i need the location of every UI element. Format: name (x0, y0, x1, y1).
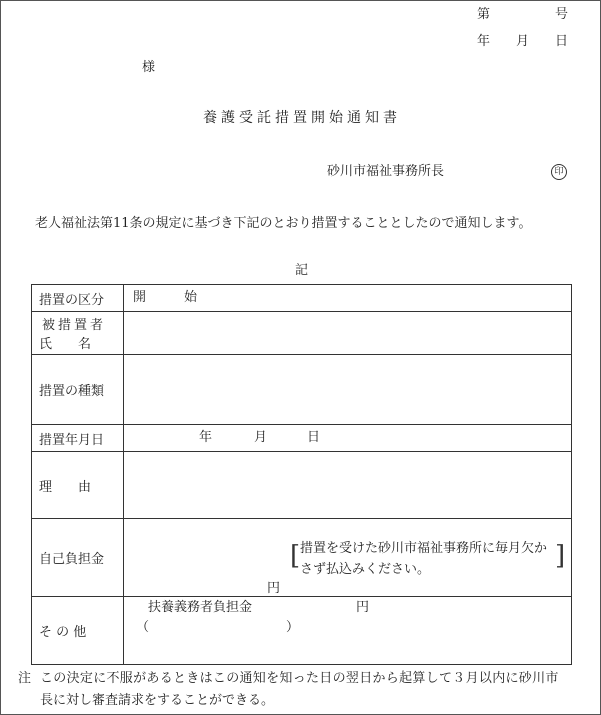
measure-table (31, 284, 572, 665)
measure-kind-label: 措置の種類 (32, 355, 124, 425)
measure-type-value-b: 始 (184, 290, 198, 305)
seal-mark: 印 (551, 164, 567, 180)
table-row (32, 519, 572, 597)
note-bracket-right: ] (555, 541, 566, 571)
payment-note-line2: さず払込みください。 (300, 562, 431, 577)
table-row (32, 425, 572, 452)
measure-date-day: 日 (307, 430, 321, 445)
ki-heading: 記 (295, 263, 309, 278)
addressee-suffix: 様 (142, 60, 156, 75)
intro-text: 老人福祉法第11条の規定に基づき下記のとおり措置することとしたので通知します。 (35, 216, 532, 231)
other-value-cell (124, 597, 572, 665)
document-number-suffix: 号 (555, 7, 569, 22)
person-name-label-cell (32, 312, 124, 355)
payment-note-line1: 措置を受けた砂川市福祉事務所に毎月欠か (300, 541, 548, 556)
table-row (32, 355, 572, 425)
note-bracket-left: [ (290, 541, 301, 571)
document-number-label: 第 (477, 7, 491, 22)
issuer-name: 砂川市福祉事務所長 (327, 164, 445, 179)
note-label: 注 (18, 671, 32, 686)
measure-date-label: 措置年月日 (32, 425, 124, 452)
self-payment-yen: 円 (267, 581, 281, 596)
table-row (32, 312, 572, 355)
note-line1: この決定に不服があるときはこの通知を知った日の翌日から起算して３月以内に砂川市 (40, 671, 559, 686)
measure-date-month: 月 (254, 430, 268, 445)
note-line2: 長に対し審査請求をすることができる。 (40, 693, 275, 708)
date-year-label: 年 (477, 34, 491, 49)
date-month-label: 月 (516, 34, 530, 49)
measure-date-value-cell (124, 425, 572, 452)
paren-open: （ (136, 620, 150, 635)
paren-close: ） (286, 620, 300, 635)
self-payment-value-cell (124, 519, 572, 597)
person-name-value (124, 312, 572, 355)
reason-value (124, 452, 572, 519)
reason-label: 理 由 (32, 452, 124, 519)
other-label: そ の 他 (32, 597, 124, 665)
measure-date-year: 年 (199, 430, 213, 445)
measure-type-value-a: 開 (133, 290, 147, 305)
table-row (32, 597, 572, 665)
support-obligor-yen: 円 (356, 600, 370, 615)
support-obligor-burden-label: 扶養義務者負担金 (148, 600, 253, 615)
date-day-label: 日 (555, 34, 569, 49)
measure-type-value-cell (124, 285, 572, 312)
table-row (32, 285, 572, 312)
person-name-label-b: 氏 名 (39, 337, 92, 352)
self-payment-label: 自己負担金 (32, 519, 124, 597)
measure-kind-value (124, 355, 572, 425)
table-row (32, 452, 572, 519)
measure-type-label: 措置の区分 (32, 285, 124, 312)
person-name-label-a: 被措置者 (42, 318, 107, 333)
page-title: 養護受託措置開始通知書 (203, 110, 401, 126)
